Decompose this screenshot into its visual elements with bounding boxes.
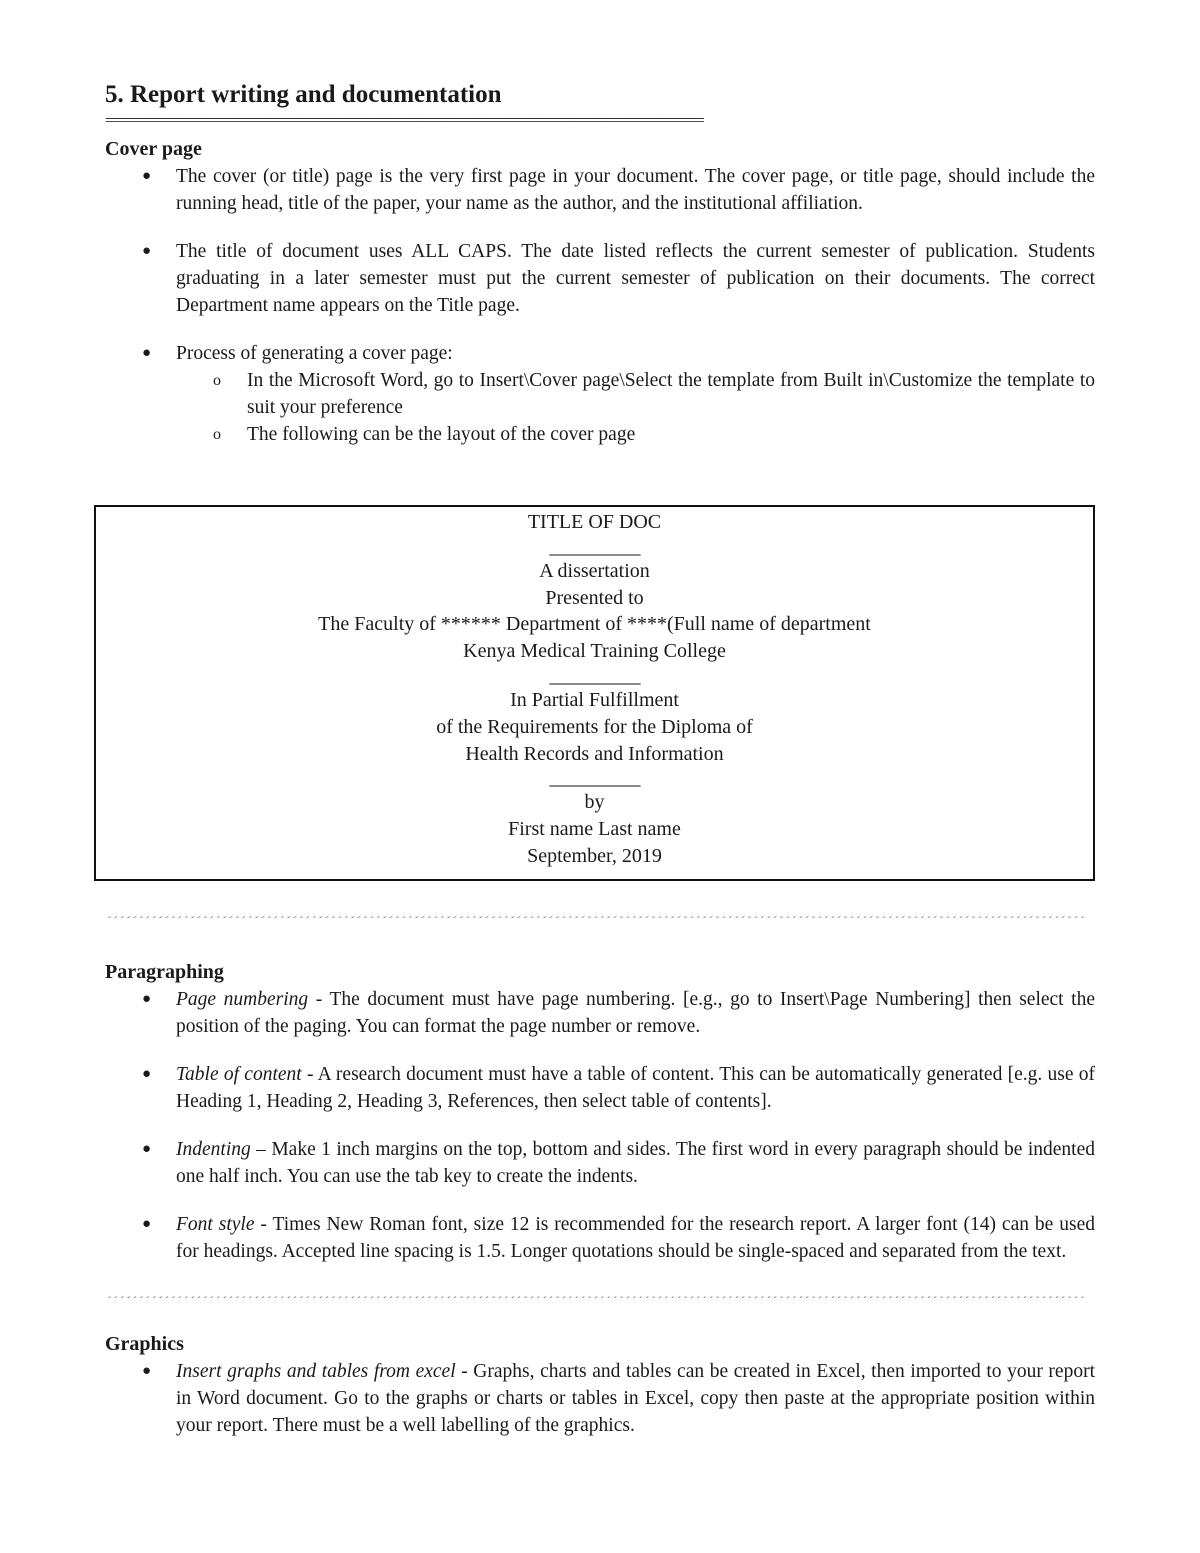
- cover-line: September, 2019: [527, 844, 662, 867]
- bullet-icon: ●: [142, 168, 152, 184]
- cover-line: First name Last name: [508, 818, 681, 841]
- paragraphing-heading: Paragraphing: [105, 961, 224, 983]
- list-item: [105, 1136, 1095, 1190]
- cover-line: by: [584, 791, 605, 814]
- cover-page-sub-bullets: [176, 367, 1095, 448]
- cover-page-bullets: [105, 163, 1095, 448]
- circle-bullet-icon: o: [213, 426, 221, 443]
- term-separator: -: [306, 1064, 318, 1085]
- bullet-icon: ●: [142, 1141, 152, 1157]
- cover-page-heading: Cover page: [105, 138, 202, 160]
- list-item: [105, 238, 1095, 319]
- paragraphing-section: [105, 916, 1095, 1265]
- tick-divider: ´´´´´´´´´´´´´´´´´´´´´´´´´´´´´´´´´´´´´´´´´´´´´´´´´´´´´´´´´´´´´´´´´´´´´´´´´´´´´´´´´´´´´´´´´´´´´´´´´´´´´´´´´´´´´´´´´´´´´´´´´´´´´´´´´´´´´´´´´´´´´´´´´´´´´´´´´: [105, 916, 1085, 928]
- term-label: Table of content: [176, 1064, 307, 1085]
- bullet-icon: ●: [142, 243, 152, 259]
- circle-bullet-icon: o: [213, 372, 221, 389]
- bullet-text: A research document must have a table of content. This can be automatically generated [e.g. use of Heading 1, Heading 2, Heading 3, References, then select table of contents].: [176, 1064, 1095, 1112]
- cover-underline: __________: [549, 767, 640, 790]
- cover-line: In Partial Fulfillment: [510, 688, 679, 711]
- bullet-icon: ●: [142, 1066, 152, 1082]
- graphics-section: [105, 1296, 1095, 1439]
- term-label: Font style: [176, 1214, 255, 1235]
- bullet-icon: ●: [142, 1363, 152, 1379]
- term-label: Indenting: [176, 1139, 251, 1160]
- list-item: [105, 1358, 1095, 1439]
- cover-line: Health Records and Information: [465, 742, 724, 765]
- term-separator: -: [308, 989, 330, 1010]
- term-label: Page numbering: [176, 989, 309, 1010]
- cover-underline: __________: [549, 664, 640, 687]
- cover-line: Presented to: [545, 586, 644, 609]
- term-separator: –: [250, 1139, 272, 1160]
- bullet-icon: ●: [142, 345, 152, 361]
- bullet-text: Make 1 inch margins on the top, bottom and sides. The first word in every paragraph should be indented one half inch. You can use the tab key to create the indents.: [176, 1139, 1096, 1187]
- list-item: [105, 340, 1095, 448]
- term-separator: -: [254, 1214, 273, 1235]
- cover-line: The Faculty of ****** Department of ****(Full name of department: [318, 613, 871, 636]
- cover-line: Kenya Medical Training College: [463, 640, 726, 663]
- bullet-icon: ●: [142, 991, 152, 1007]
- paragraphing-bullets: [105, 986, 1095, 1265]
- sub-bullet-text: The following can be the layout of the cover page: [247, 424, 636, 445]
- sub-list-item: [176, 421, 1095, 448]
- graphics-heading: Graphics: [105, 1333, 184, 1355]
- section-title: 5. Report writing and documentation: [105, 81, 502, 108]
- bullet-text: Times New Roman font, size 12 is recommended for the research report. A larger font (14) can be used for headings. Accepted line spacing is 1.5. Longer quotations should be single-spaced and separated from the text.: [176, 1214, 1095, 1262]
- bullet-text: Process of generating a cover page:: [176, 343, 453, 364]
- bullet-text: The cover (or title) page is the very first page in your document. The cover page, or title page, should include the running head, title of the paper, your name as the author, and the institutional affiliation.: [176, 166, 1095, 214]
- graphics-bullets: [105, 1358, 1095, 1439]
- sub-bullet-text: In the Microsoft Word, go to Insert\Cover page\Select the template from Built in\Customize the template to suit your preference: [247, 370, 1095, 418]
- list-item: [105, 1211, 1095, 1265]
- list-item: [105, 986, 1095, 1040]
- term-label: Insert graphs and tables from excel: [176, 1361, 456, 1382]
- list-item: [105, 1061, 1095, 1115]
- bullet-text: Graphs, charts and tables can be created in Excel, then imported to your report in Word document. Go to the graphs or charts or tables in Excel, copy then paste at the appropriate position within your report. There must be a well labelling of the graphics.: [176, 1361, 1095, 1436]
- cover-page-example-box: [94, 505, 1095, 881]
- bullet-icon: ●: [142, 1216, 152, 1232]
- cover-title: TITLE OF DOC: [527, 511, 662, 533]
- cover-line: A dissertation: [539, 559, 650, 582]
- term-separator: -: [455, 1361, 474, 1382]
- document-page: [105, 78, 1095, 448]
- bullet-text: The document must have page numbering. [e.g., go to Insert\Page Numbering] then select the position of the paging. You can format the page number or remove.: [176, 989, 1095, 1037]
- tick-divider: ´´´´´´´´´´´´´´´´´´´´´´´´´´´´´´´´´´´´´´´´´´´´´´´´´´´´´´´´´´´´´´´´´´´´´´´´´´´´´´´´´´´´´´´´´´´´´´´´´´´´´´´´´´´´´´´´´´´´´´´´´´´´´´´´´´´´´´´´´´´´´´´´´´´´´´´´´: [105, 1296, 1085, 1308]
- cover-underline: __________: [549, 535, 640, 558]
- bullet-text: The title of document uses ALL CAPS. The date listed reflects the current semester of publication. Students graduating in a later semester must put the current semester of publication on their documents. The correct Department name appears on the Title page.: [176, 241, 1095, 316]
- cover-line: of the Requirements for the Diploma of: [436, 715, 753, 738]
- sub-list-item: [176, 367, 1095, 421]
- list-item: [105, 163, 1095, 217]
- double-rule-divider: ==================================================================================================: [105, 114, 703, 127]
